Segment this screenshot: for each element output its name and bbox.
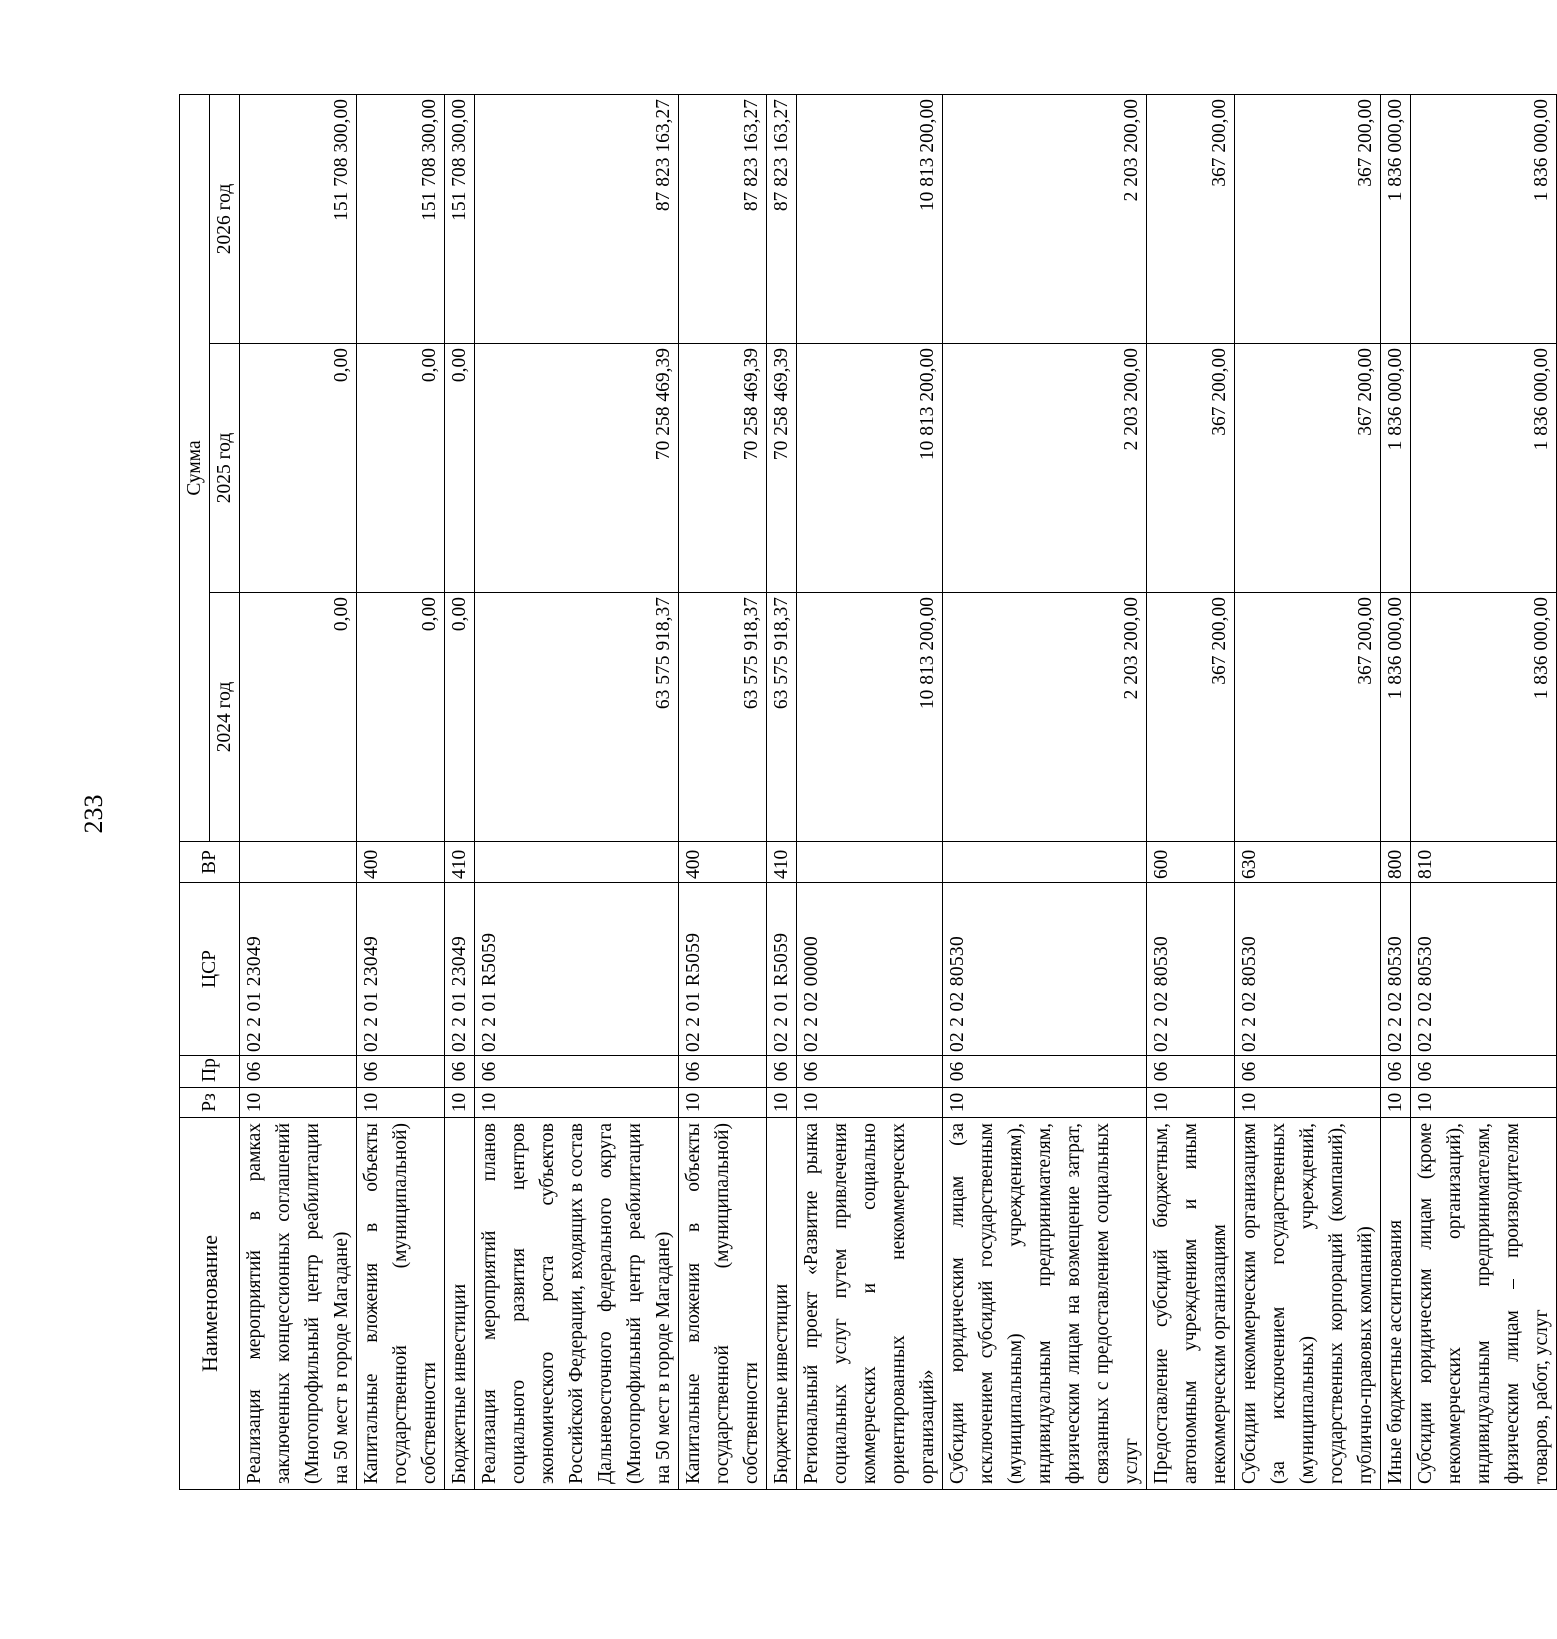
cell-pr: 06 xyxy=(1411,1056,1557,1088)
cell-2024: 0,00 xyxy=(445,593,475,842)
cell-pr: 06 xyxy=(357,1056,445,1088)
cell-pr: 06 xyxy=(1235,1056,1381,1088)
cell-csr: 02 2 02 80530 xyxy=(943,883,1147,1056)
cell-name: Реализация мероприятий планов социального развития центров экономического роста субъектов Российской Федерации, входящих в состав Дальневосточного федерального округа (Многопрофильный центр реабилитации на 50 мест в городе Магадане) xyxy=(475,1118,679,1490)
table-row xyxy=(240,94,357,1489)
cell-2025: 1 836 000,00 xyxy=(1411,344,1557,593)
cell-2024: 1 836 000,00 xyxy=(1381,593,1411,842)
cell-2026: 151 708 300,00 xyxy=(357,94,445,343)
cell-2026: 87 823 163,27 xyxy=(475,94,679,343)
cell-name: Предоставление субсидий бюджетным, автономным учреждениям и иным некоммерческим организациям xyxy=(1147,1118,1235,1490)
cell-2025: 1 836 000,00 xyxy=(1381,344,1411,593)
cell-csr: 02 2 01 R5059 xyxy=(475,883,679,1056)
cell-2026: 87 823 163,27 xyxy=(767,94,797,343)
cell-2024: 1 836 000,00 xyxy=(1411,593,1557,842)
cell-pr: 06 xyxy=(1381,1056,1411,1088)
cell-2025: 10 813 200,00 xyxy=(797,344,943,593)
cell-2025: 367 200,00 xyxy=(1147,344,1235,593)
budget-table xyxy=(179,94,1557,1490)
cell-vr xyxy=(240,842,357,883)
cell-vr: 630 xyxy=(1235,842,1381,883)
header-pr: Пр xyxy=(180,1056,240,1088)
cell-2026: 10 813 200,00 xyxy=(797,94,943,343)
cell-name: Субсидии юридическим лицам (за исключением субсидий государственным (муниципальным) учреждениям), индивидуальным предпринимателям, физическим лицам на возмещение затрат, связанных с предоставлением социальных услуг xyxy=(943,1118,1147,1490)
cell-rz: 10 xyxy=(679,1088,767,1118)
cell-2025: 70 258 469,39 xyxy=(679,344,767,593)
cell-2024: 63 575 918,37 xyxy=(679,593,767,842)
header-2026: 2026 год xyxy=(210,94,240,343)
header-2024: 2024 год xyxy=(210,593,240,842)
cell-2024: 367 200,00 xyxy=(1235,593,1381,842)
page-number: 233 xyxy=(79,794,108,834)
table-row xyxy=(1381,94,1411,1489)
cell-rz: 10 xyxy=(1411,1088,1557,1118)
cell-name: Бюджетные инвестиции xyxy=(445,1118,475,1490)
cell-csr: 02 2 01 23049 xyxy=(357,883,445,1056)
cell-2026: 367 200,00 xyxy=(1235,94,1381,343)
header-row-1 xyxy=(180,94,210,1489)
cell-2024: 2 203 200,00 xyxy=(943,593,1147,842)
cell-name: Реализация мероприятий в рамках заключенных концессионных соглашений (Многопрофильный центр реабилитации на 50 мест в городе Магадане) xyxy=(240,1118,357,1490)
cell-rz: 10 xyxy=(943,1088,1147,1118)
table-row xyxy=(943,94,1147,1489)
cell-pr: 06 xyxy=(1147,1056,1235,1088)
cell-2026: 1 836 000,00 xyxy=(1381,94,1411,343)
cell-2025: 367 200,00 xyxy=(1235,344,1381,593)
cell-name: Бюджетные инвестиции xyxy=(767,1118,797,1490)
cell-name: Иные бюджетные ассигнования xyxy=(1381,1118,1411,1490)
table-rotation-frame xyxy=(179,95,1552,1490)
cell-pr: 06 xyxy=(797,1056,943,1088)
cell-rz: 10 xyxy=(1147,1088,1235,1118)
cell-rz: 10 xyxy=(445,1088,475,1118)
cell-name: Субсидии юридическим лицам (кроме некоммерческих организаций), индивидуальным предпринимателям, физическим лицам – производителям товаров, работ, услуг xyxy=(1411,1118,1557,1490)
table-row xyxy=(679,94,767,1489)
cell-csr: 02 2 01 23049 xyxy=(445,883,475,1056)
cell-pr: 06 xyxy=(943,1056,1147,1088)
cell-2025: 2 203 200,00 xyxy=(943,344,1147,593)
header-2025: 2025 год xyxy=(210,344,240,593)
cell-vr: 410 xyxy=(767,842,797,883)
cell-2026: 2 203 200,00 xyxy=(943,94,1147,343)
cell-rz: 10 xyxy=(357,1088,445,1118)
header-csr: ЦСР xyxy=(180,883,240,1056)
cell-rz: 10 xyxy=(1381,1088,1411,1118)
cell-vr: 410 xyxy=(445,842,475,883)
cell-2025: 0,00 xyxy=(445,344,475,593)
cell-2024: 10 813 200,00 xyxy=(797,593,943,842)
cell-2026: 1 836 000,00 xyxy=(1411,94,1557,343)
cell-csr: 02 2 01 R5059 xyxy=(679,883,767,1056)
cell-csr: 02 2 01 23049 xyxy=(240,883,357,1056)
table-row xyxy=(1235,94,1381,1489)
cell-pr: 06 xyxy=(679,1056,767,1088)
cell-vr: 600 xyxy=(1147,842,1235,883)
table-row xyxy=(767,94,797,1489)
cell-name: Капитальные вложения в объекты государственной (муниципальной) собственности xyxy=(679,1118,767,1490)
cell-csr: 02 2 02 80530 xyxy=(1235,883,1381,1056)
cell-pr: 06 xyxy=(767,1056,797,1088)
table-row xyxy=(1411,94,1557,1489)
cell-2024: 0,00 xyxy=(240,593,357,842)
cell-2025: 0,00 xyxy=(240,344,357,593)
cell-rz: 10 xyxy=(475,1088,679,1118)
header-sum: Сумма xyxy=(180,94,210,841)
cell-pr: 06 xyxy=(475,1056,679,1088)
cell-2026: 151 708 300,00 xyxy=(445,94,475,343)
cell-2025: 0,00 xyxy=(357,344,445,593)
table-row xyxy=(797,94,943,1489)
cell-vr: 400 xyxy=(357,842,445,883)
cell-2024: 63 575 918,37 xyxy=(767,593,797,842)
cell-2024: 63 575 918,37 xyxy=(475,593,679,842)
table-row xyxy=(1147,94,1235,1489)
cell-2026: 151 708 300,00 xyxy=(240,94,357,343)
table-row xyxy=(445,94,475,1489)
cell-csr: 02 2 02 80530 xyxy=(1147,883,1235,1056)
cell-csr: 02 2 01 R5059 xyxy=(767,883,797,1056)
cell-2025: 70 258 469,39 xyxy=(475,344,679,593)
table-row xyxy=(357,94,445,1489)
cell-rz: 10 xyxy=(240,1088,357,1118)
cell-vr xyxy=(797,842,943,883)
header-vr: ВР xyxy=(180,842,240,883)
cell-2026: 87 823 163,27 xyxy=(679,94,767,343)
cell-vr: 810 xyxy=(1411,842,1557,883)
cell-vr xyxy=(475,842,679,883)
header-name: Наименование xyxy=(180,1118,240,1490)
cell-vr: 800 xyxy=(1381,842,1411,883)
cell-pr: 06 xyxy=(445,1056,475,1088)
cell-rz: 10 xyxy=(1235,1088,1381,1118)
cell-pr: 06 xyxy=(240,1056,357,1088)
cell-rz: 10 xyxy=(797,1088,943,1118)
rotated-table-wrapper xyxy=(179,95,1552,1490)
cell-name: Региональный проект «Развитие рынка социальных услуг путем привлечения коммерческих и социально ориентированных некоммерческих организаций» xyxy=(797,1118,943,1490)
cell-rz: 10 xyxy=(767,1088,797,1118)
cell-csr: 02 2 02 80530 xyxy=(1411,883,1557,1056)
cell-csr: 02 2 02 80530 xyxy=(1381,883,1411,1056)
cell-2024: 0,00 xyxy=(357,593,445,842)
cell-name: Капитальные вложения в объекты государственной (муниципальной) собственности xyxy=(357,1118,445,1490)
table-row xyxy=(475,94,679,1489)
cell-vr xyxy=(943,842,1147,883)
cell-2025: 70 258 469,39 xyxy=(767,344,797,593)
cell-vr: 400 xyxy=(679,842,767,883)
cell-2026: 367 200,00 xyxy=(1147,94,1235,343)
cell-name: Субсидии некоммерческим организациям (за исключением государственных (муниципальных) учреждений, государственных корпораций (компаний), публично-правовых компаний) xyxy=(1235,1118,1381,1490)
cell-2024: 367 200,00 xyxy=(1147,593,1235,842)
header-rz: Рз xyxy=(180,1088,240,1118)
cell-csr: 02 2 02 00000 xyxy=(797,883,943,1056)
